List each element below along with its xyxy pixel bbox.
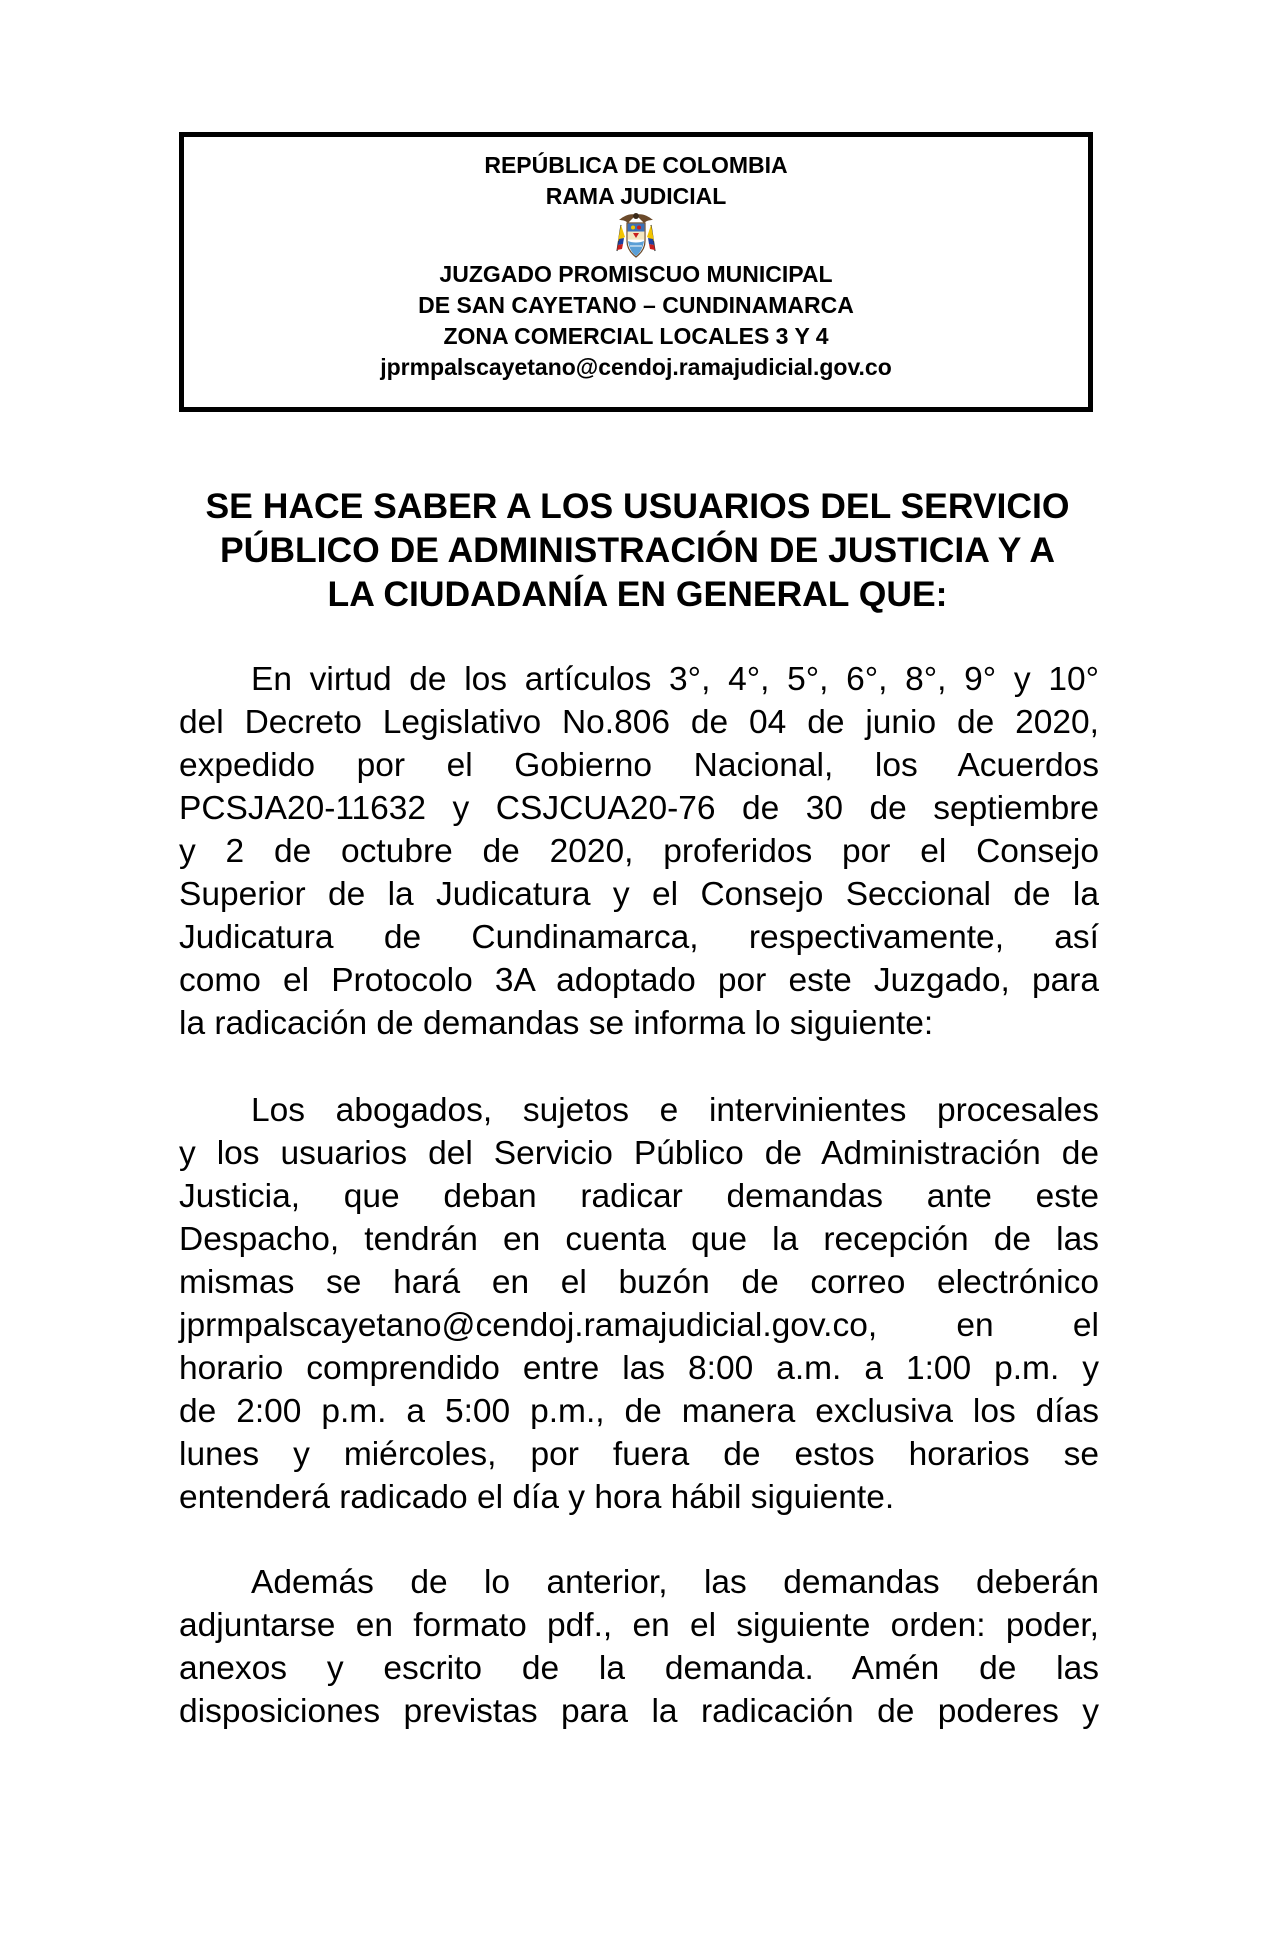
paragraph-line: Superior de la Judicatura y el Consejo Seccional de la bbox=[179, 876, 1099, 913]
paragraph-format-requirements bbox=[179, 1561, 1099, 1733]
court-letterhead-box bbox=[179, 132, 1093, 412]
paragraph-line: Los abogados, sujetos e intervinientes procesales bbox=[251, 1092, 1099, 1129]
letterhead-address: ZONA COMERCIAL LOCALES 3 Y 4 bbox=[443, 323, 829, 349]
paragraph-line: En virtud de los artículos 3°, 4°, 5°, 6°, 8°, 9° y 10° bbox=[251, 661, 1099, 698]
notice-title-line: LA CIUDADANÍA EN GENERAL QUE: bbox=[327, 574, 948, 614]
colombia-coat-of-arms-icon bbox=[613, 211, 659, 261]
paragraph-line: expedido por el Gobierno Nacional, los Acuerdos bbox=[179, 747, 1099, 784]
paragraph-line: adjuntarse en formato pdf., en el siguiente orden: poder, bbox=[179, 1607, 1099, 1644]
paragraph-line: del Decreto Legislativo No.806 de 04 de junio de 2020, bbox=[179, 704, 1099, 741]
paragraph-line: PCSJA20-11632 y CSJCUA20-76 de 30 de septiembre bbox=[179, 790, 1099, 827]
paragraph-line: y 2 de octubre de 2020, proferidos por el Consejo bbox=[179, 833, 1099, 870]
notice-title-line: SE HACE SABER A LOS USUARIOS DEL SERVICIO bbox=[205, 486, 1070, 526]
letterhead-court-name: JUZGADO PROMISCUO MUNICIPAL bbox=[439, 261, 833, 287]
paragraph-line: Además de lo anterior, las demandas deberán bbox=[251, 1564, 1099, 1601]
paragraph-legal-basis bbox=[179, 658, 1099, 1045]
paragraph-line: mismas se hará en el buzón de correo electrónico bbox=[179, 1264, 1099, 1301]
paragraph-line: entenderá radicado el día y hora hábil siguiente. bbox=[179, 1479, 895, 1516]
notice-title bbox=[150, 484, 1125, 616]
paragraph-line: jprmpalscayetano@cendoj.ramajudicial.gov.co, en el bbox=[179, 1307, 1099, 1344]
paragraph-line: de 2:00 p.m. a 5:00 p.m., de manera exclusiva los días bbox=[179, 1393, 1099, 1430]
paragraph-line: Justicia, que deban radicar demandas ante este bbox=[179, 1178, 1099, 1215]
letterhead-bottom-lines bbox=[184, 259, 1088, 383]
paragraph-line: horario comprendido entre las 8:00 a.m. a 1:00 p.m. y bbox=[179, 1350, 1099, 1387]
paragraph-line: la radicación de demandas se informa lo siguiente: bbox=[179, 1005, 934, 1042]
letterhead-top-lines bbox=[184, 150, 1088, 212]
paragraph-line: disposiciones previstas para la radicación de poderes y bbox=[179, 1693, 1099, 1730]
paragraph-line: anexos y escrito de la demanda. Amén de las bbox=[179, 1650, 1099, 1687]
paragraph-line: Judicatura de Cundinamarca, respectivamente, así bbox=[179, 919, 1099, 956]
notice-title-line: PÚBLICO DE ADMINISTRACIÓN DE JUSTICIA Y A bbox=[220, 530, 1055, 570]
paragraph-line: Despacho, tendrán en cuenta que la recepción de las bbox=[179, 1221, 1099, 1258]
paragraph-line: y los usuarios del Servicio Público de Administración de bbox=[179, 1135, 1099, 1172]
paragraph-line: como el Protocolo 3A adoptado por este Juzgado, para bbox=[179, 962, 1099, 999]
paragraph-line: lunes y miércoles, por fuera de estos horarios se bbox=[179, 1436, 1099, 1473]
paragraph-filing-instructions bbox=[179, 1089, 1099, 1519]
letterhead-court-location: DE SAN CAYETANO – CUNDINAMARCA bbox=[418, 292, 854, 318]
letterhead-branch: RAMA JUDICIAL bbox=[545, 183, 727, 209]
letterhead-email: jprmpalscayetano@cendoj.ramajudicial.gov.co bbox=[380, 354, 892, 380]
letterhead-country: REPÚBLICA DE COLOMBIA bbox=[484, 152, 788, 178]
